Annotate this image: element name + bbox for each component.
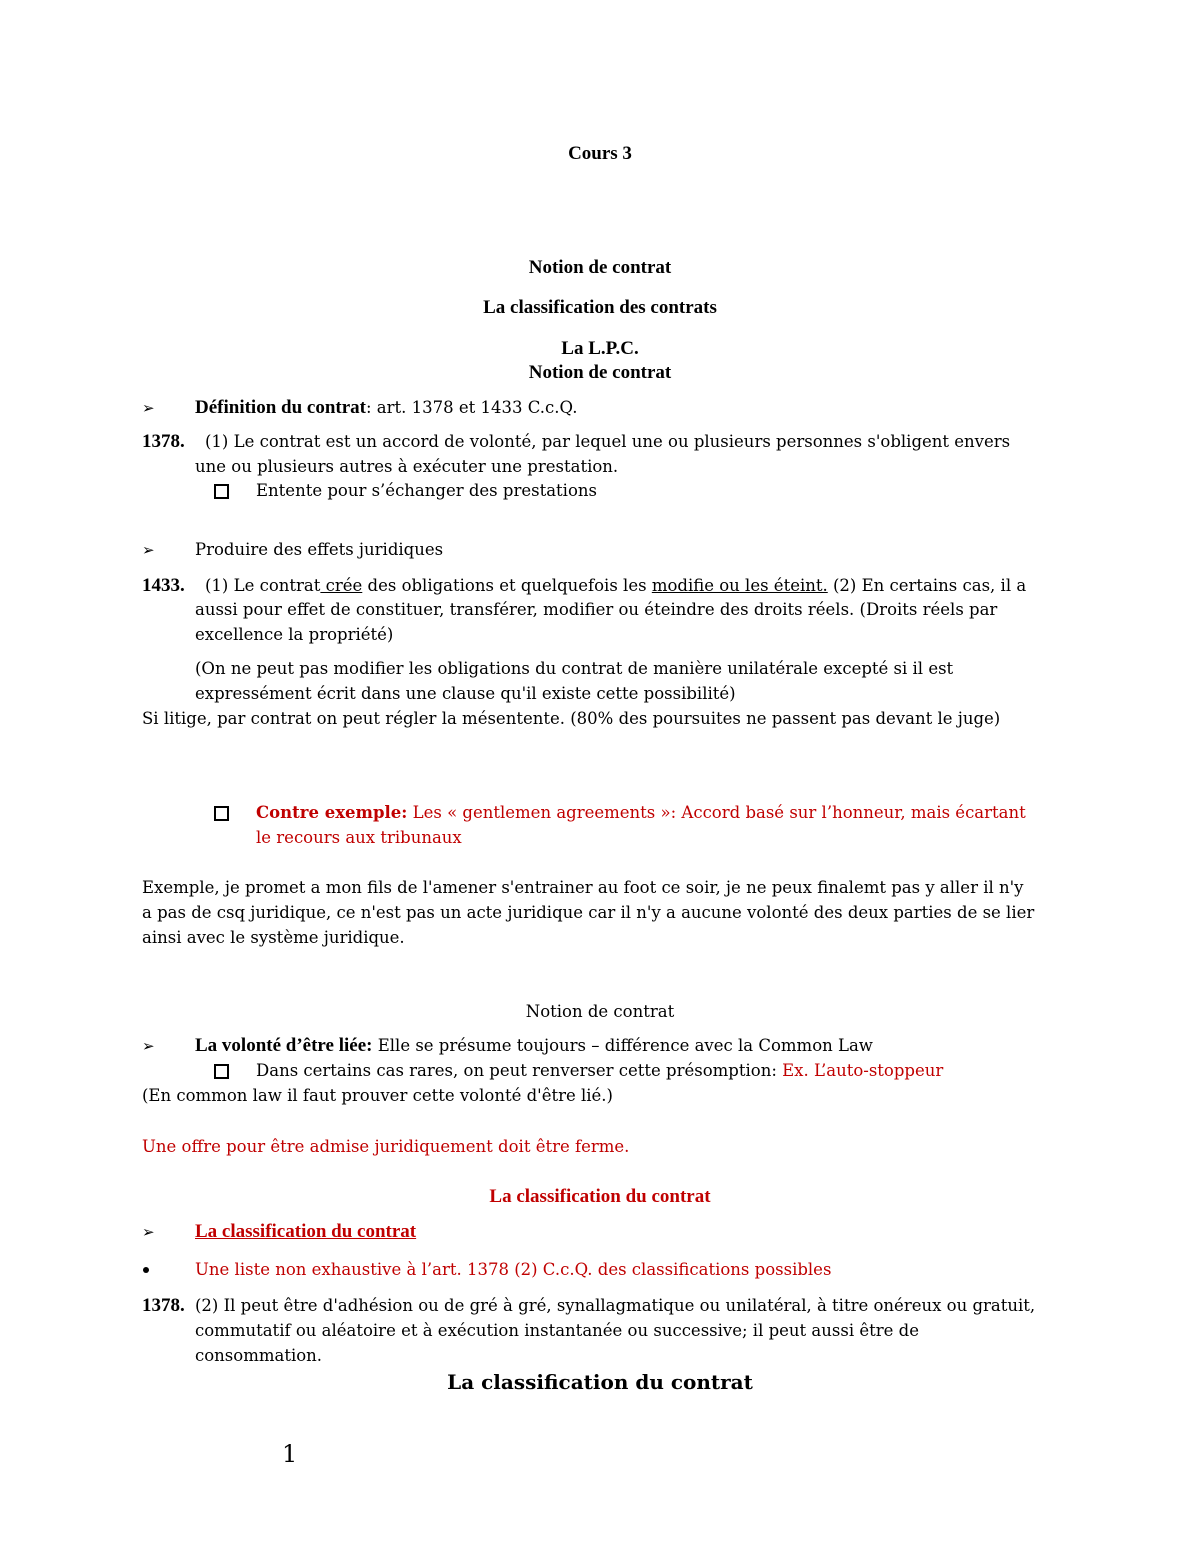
common-law-text: (En common law il faut prouver cette volonté d'être lié.)	[142, 1086, 613, 1105]
text-span: (2) En certains cas, il a	[827, 576, 1027, 595]
text-span: (1) Le contrat	[205, 576, 321, 595]
contre-exemple-text: Les « gentlemen agreements »: Accord basé sur l’honneur, mais écartant	[407, 803, 1026, 822]
presomption-text: Dans certains cas rares, on peut renverser cette présomption:	[256, 1061, 783, 1080]
definition-label: Définition du contrat	[195, 397, 366, 418]
heading-classification: La classification des contrats	[483, 297, 717, 318]
classification-heading-bottom: La classification du contrat	[447, 1370, 753, 1394]
underlined-text: modifie ou les éteint.	[651, 576, 828, 595]
classification-heading: La classification du contrat	[489, 1186, 711, 1207]
checkbox-icon	[214, 484, 229, 499]
auto-stoppeur-text: Ex. L’auto-stoppeur	[782, 1061, 944, 1080]
article-text: consommation.	[195, 1346, 323, 1365]
volonte-line	[195, 1034, 873, 1058]
definition-line	[195, 396, 577, 420]
page-number: 1	[282, 1440, 298, 1468]
article-text: une ou plusieurs autres à exécuter une prestation.	[195, 457, 619, 476]
article-text: (2) Il peut être d'adhésion ou de gré à gré, synallagmatique ou unilatéral, à titre onéreux ou gratuit,	[195, 1296, 1036, 1315]
arrowhead-bullet-icon: ➢	[142, 541, 155, 559]
contre-exemple-label: Contre exemple:	[256, 803, 408, 822]
offre-text: Une offre pour être admise juridiquement doit être ferme.	[142, 1137, 630, 1156]
text-span: des obligations et quelquefois les	[362, 576, 652, 595]
article-text: (1) Le contrat est un accord de volonté, par lequel une ou plusieurs personnes s'obligent envers	[205, 432, 1011, 451]
underlined-text: crée	[320, 576, 363, 595]
note-text: expressément écrit dans une clause qu'il existe cette possibilité)	[195, 684, 736, 703]
article-number: 1378.	[142, 1295, 185, 1316]
volonte-text: Elle se présume toujours – différence avec la Common Law	[372, 1036, 873, 1055]
classification-label: La classification du contrat	[195, 1221, 417, 1242]
arrowhead-bullet-icon: ➢	[142, 1037, 155, 1055]
exemple-text: a pas de csq juridique, ce n'est pas un acte juridique car il n'y a aucune volonté des deux parties de se lier	[142, 903, 1035, 922]
section-heading: Notion de contrat	[525, 1002, 675, 1021]
arrowhead-bullet-icon: ➢	[142, 1223, 155, 1241]
note-text: (On ne peut pas modifier les obligations du contrat de manière unilatérale excepté si il est	[195, 659, 954, 678]
arrowhead-bullet-icon: ➢	[142, 399, 155, 417]
volonte-label: La volonté d’être liée:	[195, 1035, 373, 1056]
article-text: aussi pour effet de constituer, transférer, modifier ou éteindre des droits réels. (Droits réels par	[195, 600, 998, 619]
contre-exemple-line	[256, 801, 1026, 825]
article-number: 1433.	[142, 575, 185, 596]
document-title: Cours 3	[568, 143, 632, 164]
exemple-text: ainsi avec le système juridique.	[142, 928, 405, 947]
box-text: Entente pour s’échanger des prestations	[256, 481, 597, 500]
article-number: 1378.	[142, 431, 185, 452]
definition-text: : art. 1378 et 1433 C.c.Q.	[366, 398, 578, 417]
litige-text: Si litige, par contrat on peut régler la mésentente. (80% des poursuites ne passent pas devant le juge)	[142, 709, 1001, 728]
checkbox-icon	[214, 806, 229, 821]
round-bullet-icon	[143, 1267, 149, 1273]
effets-text: Produire des effets juridiques	[195, 540, 444, 559]
article-text	[205, 574, 1026, 598]
presomption-line	[256, 1059, 943, 1083]
heading-lpc: La L.P.C.	[561, 338, 639, 359]
article-text: excellence la propriété)	[195, 625, 394, 644]
exemple-text: Exemple, je promet a mon fils de l'amener s'entrainer au foot ce soir, je ne peux finalemt pas y aller il n'y	[142, 878, 1024, 897]
heading-notion-2: Notion de contrat	[528, 362, 672, 383]
checkbox-icon	[214, 1064, 229, 1079]
heading-notion: Notion de contrat	[528, 257, 672, 278]
contre-exemple-text: le recours aux tribunaux	[256, 828, 462, 847]
article-text: commutatif ou aléatoire et à exécution instantanée ou successive; il peut aussi être de	[195, 1321, 919, 1340]
classification-bullet-text: Une liste non exhaustive à l’art. 1378 (2) C.c.Q. des classifications possibles	[195, 1260, 832, 1279]
